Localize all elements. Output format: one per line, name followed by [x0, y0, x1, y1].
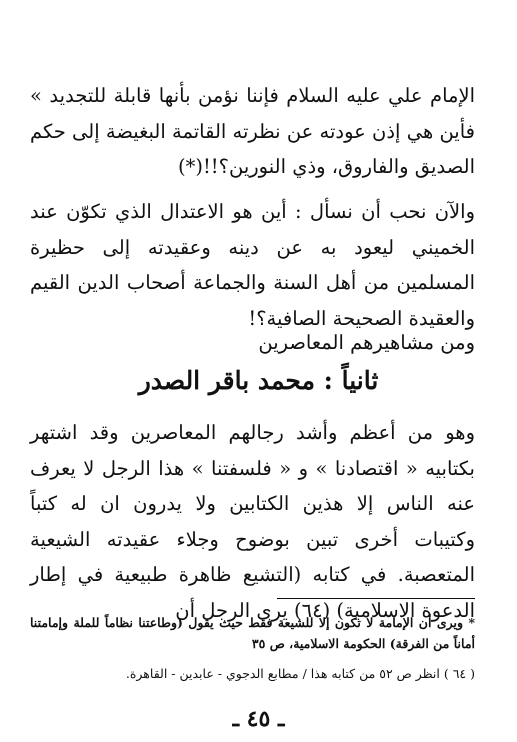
paragraph-1: الإمام علي عليه السلام فإننا نؤمن بأنها قابلة للتجديد » فأين هي إذن عودته عن نظرته القاتمة البغيضة إلى حكم الصديق والفاروق، وذي النورين؟!!(*) — [30, 84, 475, 178]
page-number: ـ ٤٥ ـ — [232, 706, 285, 732]
paragraph-2: والآن نحب أن نسأل : أين هو الاعتدال الذي تكوّن عند الخميني ليعود به عن دينه وعقيدته إلى حظيرة المسلمين من أهل السنة والجماعة أصحاب الدين القيم والعقيدة الصحيحة الصافية؟! — [30, 200, 475, 330]
paragraph-4: وهو من أعظم وأشد رجالهم المعاصرين وقد اشتهر بكتابيه « اقتصادنا » و « فلسفتنا » هذا الرجل لا يعرف عنه الناس إلا هذين الكتابين ولا يدرون ان له كتباً وكتيبات أخرى تبين بوضوح وجلاء عقيدته الشيعية المتعصبة. في كتابه (التشيع ظاهرة طبيعية في إطار الدعوة الاسلامية) (٦٤) يرى الرجل أن — [30, 421, 475, 622]
footnote-64: ( ٦٤ ) انظر ص ٥٢ من كتابه هذا / مطابع الدجوي - عابدين - القاهرة. — [125, 666, 475, 681]
section-heading: ثانياً : محمد باقر الصدر — [138, 366, 379, 395]
footnote-star: * ويرى أن الإمامة لا تكون إلا للشيعة فقط حيث يقول (وطاعتنا نظاماً للملة وإمامتنا أماناً من الفرقة) الحكومة الاسلامية، ص ٣٥ — [30, 615, 475, 651]
paragraph-3: ومن مشاهيرهم المعاصرين — [258, 331, 475, 354]
footnote-divider — [277, 598, 475, 599]
